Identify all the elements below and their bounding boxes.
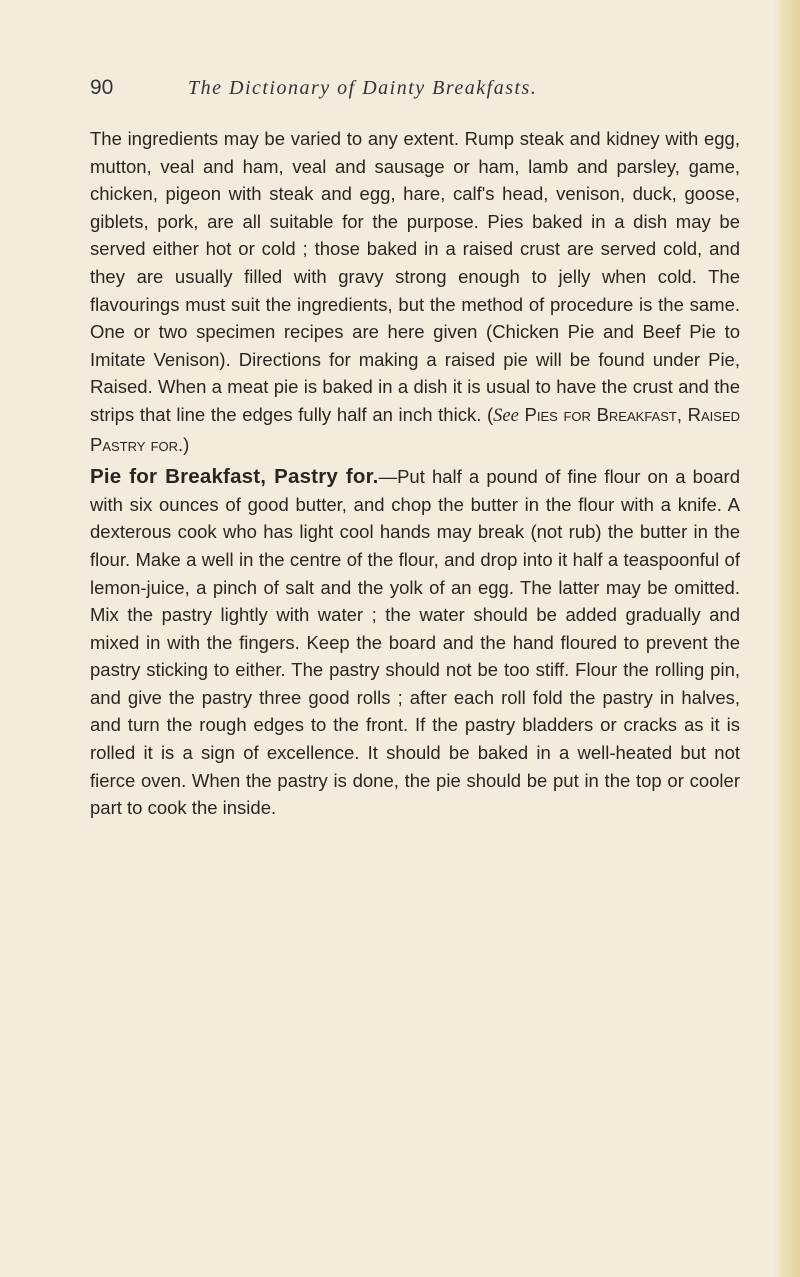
running-head bbox=[90, 76, 740, 106]
cross-reference: (See Pies for Breakfast, Raised Pastry for.) bbox=[90, 403, 741, 455]
cross-reference-see: See bbox=[493, 405, 519, 426]
body-text bbox=[90, 125, 740, 822]
entry-heading: Pie for Breakfast, Pastry for. bbox=[90, 465, 379, 489]
cross-reference-target: Pies for Breakfast, Raised Pastry for. bbox=[90, 403, 741, 455]
page-number: 90 bbox=[90, 76, 114, 99]
book-page bbox=[90, 76, 740, 822]
entry-text: —Put half a pound of fine flour on a board with six ounces of good butter, and chop the butter in the flour with a knife. A dexterous cook who has light cool hands may break (not rub) the butter in the flour. Make a well in the centre of the flour, and drop into it half a teaspoonful of lemon-juice, a pinch of salt and the yolk of an egg. The latter may be omitted. Mix the pastry lightly with water ; the water should be added gradually and mixed in with the fingers. Keep the board and the hand floured to prevent the pastry sticking to either. The pastry should not be too stiff. Flour the rolling pin, and give the pastry three good rolls ; after each roll fold the pastry in halves, and turn the rough edges to the front. If the pastry bladders or cracks as it is rolled it is a sign of excellence. It should be baked in a well-heated but not fierce oven. When the pastry is done, the pie should be put in the top or cooler part to cook the inside. bbox=[90, 466, 741, 819]
paragraph-ingredients bbox=[90, 125, 740, 458]
page-edge-shading bbox=[774, 0, 800, 1277]
entry-pie-pastry bbox=[90, 463, 740, 822]
running-title: The Dictionary of Dainty Breakfasts. bbox=[188, 77, 538, 99]
paragraph-ingredients-text: The ingredients may be varied to any extent. Rump steak and kidney with egg, mutton, veal and ham, veal and sausage or ham, lamb and parsley, game, chicken, pigeon with steak and egg, hare, calf's head, venison, duck, goose, giblets, pork, are all suitable for the purpose. Pies baked in a dish may be served either hot or cold ; those baked in a raised crust are served cold, and they are usually filled with gravy strong enough to jelly when cold. The flavourings must suit the ingredients, but the method of procedure is the same. One or two specimen recipes are here given (Chicken Pie and Beef Pie to Imitate Venison). Directions for making a raised pie will be found under Pie, Raised. When a meat pie is baked in a dish it is usual to have the crust and the strips that line the edges fully half an inch thick. bbox=[90, 128, 740, 425]
